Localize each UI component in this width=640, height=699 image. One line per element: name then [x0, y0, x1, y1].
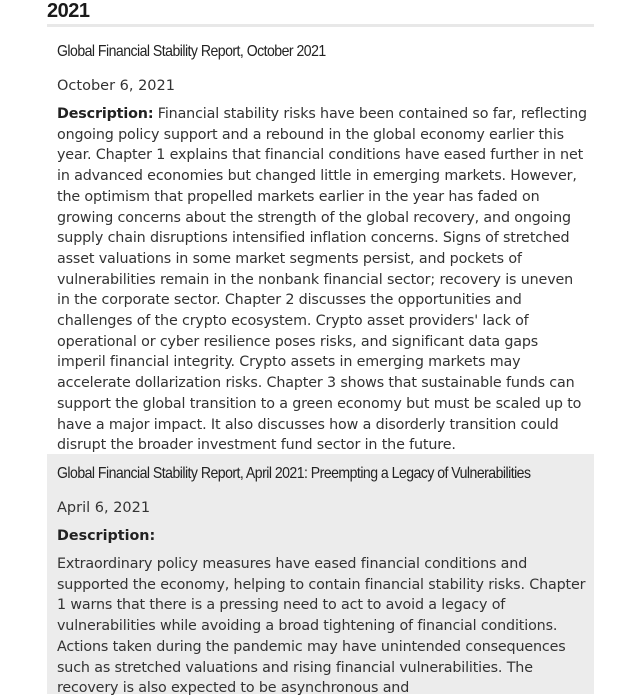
description-text: Extraordinary policy measures have eased financial conditions and supported the economy, helping to contain financial stability risks. Chapter 1 warns that there is a pressing need to act to avoid a legacy of vulnerabilities while avoiding a broad tightening of financial conditions. Actions taken during the pandemic may have unintended consequences such as stretched valuations and rising financial vulnerabilities. The recovery is also expected to be asynchronous and — [57, 556, 586, 697]
publication-entry-highlighted — [47, 454, 594, 697]
publication-entry — [47, 28, 594, 454]
year-heading: 2021 — [47, 0, 594, 27]
description-label: Description: — [57, 528, 156, 544]
publication-title-link[interactable]: Global Financial Stability Report, October 2021 — [57, 43, 326, 60]
publication-title-link[interactable]: Global Financial Stability Report, April 2021: Preempting a Legacy of Vulnerabilities — [57, 465, 531, 482]
publication-description — [57, 104, 587, 456]
publication-date: April 6, 2021 — [57, 500, 151, 516]
description-label: Description: — [57, 106, 154, 122]
description-text: Financial stability risks have been contained so far, reflecting ongoing policy support and a rebound in the global economy earlier this year. Chapter 1 explains that financial conditions have eased further in net in advanced economies but changed little in emerging markets. However, the optimism that propelled markets earlier in the year has faded on growing concerns about the strength of the global recovery, and ongoing supply chain disruptions intensified inflation concerns. Signs of stretched asset valuations in some market segments persist, and pockets of vulnerabilities remain in the nonbank financial sector; recovery is uneven in the corporate sector. Chapter 2 discusses the opportunities and challenges of the crypto ecosystem. Crypto asset providers' lack of operational or cyber resilience poses risks, and significant data gaps imperil financial integrity. Crypto assets in emerging markets may accelerate dollarization risks. Chapter 3 shows that sustainable funds can support the global transition to a green economy but must be scaled up to have a major impact. It also discusses how a disorderly transition could disrupt the broader investment fund sector in the future. — [57, 106, 587, 454]
publication-date: October 6, 2021 — [57, 78, 175, 94]
